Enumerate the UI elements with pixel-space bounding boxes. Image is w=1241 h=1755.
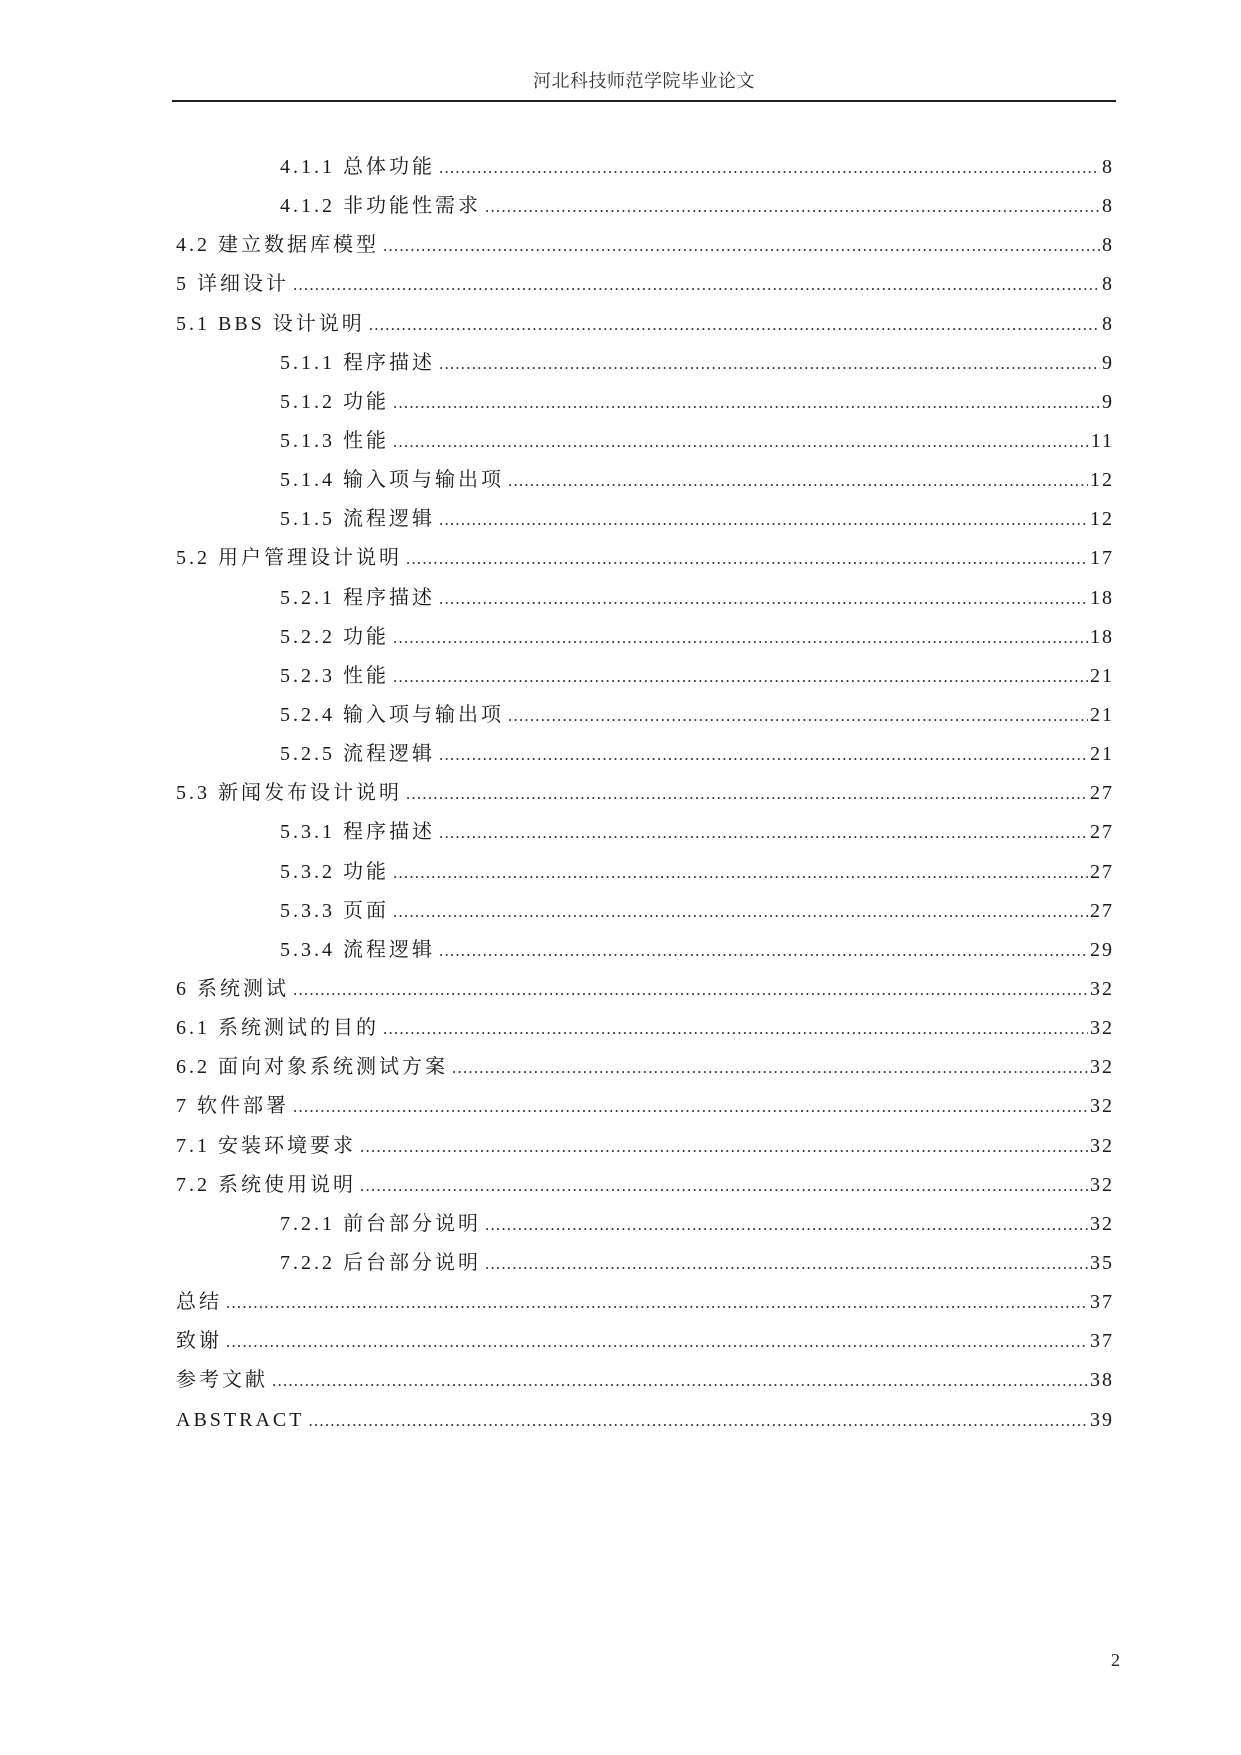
toc-entry-title: 5.1.4 输入项与输出项 — [280, 469, 504, 492]
toc-entry-page: 8 — [1102, 273, 1114, 296]
toc-entry-title: 5.1.3 性能 — [280, 429, 389, 452]
toc-dot-leader — [360, 1166, 1088, 1205]
toc-entry[interactable] — [176, 735, 1114, 774]
toc-entry-title: 5.2 用户管理设计说明 — [176, 547, 402, 570]
toc-dot-leader — [360, 1127, 1088, 1166]
toc-dot-leader — [369, 305, 1100, 344]
toc-entry-title: 5.2.2 功能 — [280, 625, 389, 648]
toc-entry-title: 7.2.2 后台部分说明 — [280, 1251, 481, 1274]
toc-entry[interactable] — [176, 539, 1114, 578]
toc-entry-page: 37 — [1090, 1330, 1114, 1353]
toc-entry[interactable] — [176, 1322, 1114, 1361]
toc-dot-leader — [272, 1361, 1088, 1400]
toc-entry-title: 5.2.3 性能 — [280, 664, 389, 687]
toc-dot-leader — [383, 226, 1100, 265]
toc-entry[interactable] — [176, 187, 1114, 226]
page-header: 河北科技师范学院毕业论文 — [533, 71, 755, 91]
toc-dot-leader — [226, 1322, 1088, 1361]
table-of-contents — [176, 148, 1114, 1440]
toc-entry-page: 32 — [1090, 977, 1114, 1000]
toc-entry-page: 27 — [1090, 899, 1114, 922]
toc-entry[interactable] — [176, 461, 1114, 500]
toc-entry[interactable] — [176, 1166, 1114, 1205]
toc-entry[interactable] — [176, 696, 1114, 735]
toc-entry-title: 总结 — [176, 1291, 222, 1314]
toc-entry-title: 致谢 — [176, 1330, 222, 1353]
toc-dot-leader — [439, 813, 1088, 852]
toc-dot-leader — [439, 931, 1088, 970]
toc-entry-page: 27 — [1090, 860, 1114, 883]
toc-entry-page: 9 — [1102, 351, 1114, 374]
toc-entry[interactable] — [176, 422, 1114, 461]
toc-dot-leader — [226, 1283, 1088, 1322]
toc-entry[interactable] — [176, 657, 1114, 696]
toc-entry[interactable] — [176, 1244, 1114, 1283]
toc-entry-page: 37 — [1090, 1291, 1114, 1314]
toc-entry-title: 7.2.1 前台部分说明 — [280, 1212, 481, 1235]
toc-dot-leader — [439, 500, 1088, 539]
toc-dot-leader — [452, 1048, 1088, 1087]
toc-dot-leader — [393, 657, 1088, 696]
toc-entry-title: 5.2.1 程序描述 — [280, 586, 435, 609]
toc-entry-page: 12 — [1090, 469, 1114, 492]
toc-entry-title: 5.1.1 程序描述 — [280, 351, 435, 374]
toc-entry-page: 18 — [1090, 586, 1114, 609]
toc-dot-leader — [485, 1244, 1088, 1283]
toc-entry[interactable] — [176, 305, 1114, 344]
toc-entry[interactable] — [176, 500, 1114, 539]
toc-entry[interactable] — [176, 970, 1114, 1009]
toc-entry-title: 7 软件部署 — [176, 1095, 289, 1118]
toc-entry-page: 8 — [1102, 234, 1114, 257]
toc-dot-leader — [439, 148, 1100, 187]
toc-dot-leader — [439, 735, 1088, 774]
toc-entry-page: 32 — [1090, 1056, 1114, 1079]
toc-entry-title: 4.1.1 总体功能 — [280, 156, 435, 178]
toc-entry[interactable] — [176, 931, 1114, 970]
toc-dot-leader — [406, 539, 1088, 578]
toc-entry[interactable] — [176, 148, 1114, 187]
toc-entry-page: 12 — [1090, 508, 1114, 531]
toc-entry[interactable] — [176, 344, 1114, 383]
toc-entry-title: 5.3 新闻发布设计说明 — [176, 782, 402, 805]
toc-entry[interactable] — [176, 774, 1114, 813]
toc-entry-title: 5.2.5 流程逻辑 — [280, 743, 435, 766]
toc-entry[interactable] — [176, 1401, 1114, 1440]
toc-entry-page: 32 — [1090, 1095, 1114, 1118]
toc-entry[interactable] — [176, 265, 1114, 304]
toc-dot-leader — [393, 892, 1088, 931]
toc-entry-title: ABSTRACT — [176, 1408, 305, 1431]
toc-entry[interactable] — [176, 892, 1114, 931]
toc-dot-leader — [439, 344, 1100, 383]
toc-entry[interactable] — [176, 1361, 1114, 1400]
toc-dot-leader — [485, 1205, 1088, 1244]
toc-entry[interactable] — [176, 813, 1114, 852]
toc-entry-page: 29 — [1090, 938, 1114, 961]
toc-entry[interactable] — [176, 853, 1114, 892]
toc-dot-leader — [439, 579, 1088, 618]
toc-entry-page: 32 — [1090, 1017, 1114, 1040]
toc-dot-leader — [393, 853, 1088, 892]
toc-entry[interactable] — [176, 1283, 1114, 1322]
toc-entry-page: 8 — [1102, 195, 1114, 218]
toc-dot-leader — [393, 422, 1089, 461]
toc-dot-leader — [293, 970, 1088, 1009]
toc-entry-page: 32 — [1090, 1134, 1114, 1157]
toc-dot-leader — [393, 383, 1100, 422]
toc-entry[interactable] — [176, 226, 1114, 265]
toc-entry-title: 5.3.4 流程逻辑 — [280, 938, 435, 961]
toc-entry[interactable] — [176, 383, 1114, 422]
toc-entry-page: 11 — [1090, 429, 1114, 452]
toc-dot-leader — [293, 1087, 1088, 1126]
toc-entry-title: 5.3.2 功能 — [280, 860, 389, 883]
toc-entry-page: 21 — [1090, 664, 1114, 687]
toc-entry-title: 5.1 BBS 设计说明 — [176, 312, 365, 335]
toc-entry-title: 5.1.2 功能 — [280, 390, 389, 413]
toc-entry-title: 6 系统测试 — [176, 977, 289, 1000]
toc-entry-page: 39 — [1090, 1408, 1114, 1431]
toc-entry-page: 21 — [1090, 743, 1114, 766]
toc-dot-leader — [406, 774, 1088, 813]
toc-dot-leader — [383, 1009, 1088, 1048]
toc-entry-title: 5 详细设计 — [176, 273, 289, 296]
toc-entry-page: 27 — [1090, 821, 1114, 844]
toc-entry-title: 7.1 安装环境要求 — [176, 1134, 356, 1157]
toc-entry-page: 27 — [1090, 782, 1114, 805]
toc-dot-leader — [508, 461, 1088, 500]
toc-entry-title: 5.3.3 页面 — [280, 899, 389, 922]
toc-entry-page: 8 — [1102, 312, 1114, 335]
toc-entry-title: 6.2 面向对象系统测试方案 — [176, 1056, 448, 1079]
toc-entry-page: 9 — [1102, 390, 1114, 413]
toc-dot-leader — [508, 696, 1088, 735]
toc-entry-title: 5.1.5 流程逻辑 — [280, 508, 435, 531]
toc-entry[interactable] — [176, 618, 1114, 657]
header-rule — [172, 100, 1116, 102]
toc-entry-page: 8 — [1102, 156, 1114, 178]
toc-entry[interactable] — [176, 1048, 1114, 1087]
toc-entry-page: 32 — [1090, 1173, 1114, 1196]
toc-entry-page: 38 — [1090, 1369, 1114, 1392]
toc-entry-title: 参考文献 — [176, 1369, 268, 1392]
toc-entry-page: 35 — [1090, 1251, 1114, 1274]
toc-entry-page: 21 — [1090, 703, 1114, 726]
toc-entry[interactable] — [176, 1087, 1114, 1126]
toc-dot-leader — [293, 265, 1100, 304]
toc-dot-leader — [308, 1401, 1088, 1440]
toc-entry-page: 17 — [1090, 547, 1114, 570]
toc-entry[interactable] — [176, 1127, 1114, 1166]
toc-dot-leader — [485, 187, 1100, 226]
toc-entry-page: 32 — [1090, 1212, 1114, 1235]
toc-entry[interactable] — [176, 579, 1114, 618]
toc-entry-title: 5.2.4 输入项与输出项 — [280, 703, 504, 726]
toc-entry-title: 6.1 系统测试的目的 — [176, 1017, 379, 1040]
toc-dot-leader — [393, 618, 1088, 657]
toc-entry-title: 5.3.1 程序描述 — [280, 821, 435, 844]
toc-entry[interactable] — [176, 1205, 1114, 1244]
toc-entry[interactable] — [176, 1009, 1114, 1048]
toc-entry-title: 4.2 建立数据库模型 — [176, 234, 379, 257]
toc-entry-title: 4.1.2 非功能性需求 — [280, 195, 481, 218]
page-number: 2 — [1111, 1650, 1120, 1670]
toc-entry-title: 7.2 系统使用说明 — [176, 1173, 356, 1196]
toc-entry-page: 18 — [1090, 625, 1114, 648]
